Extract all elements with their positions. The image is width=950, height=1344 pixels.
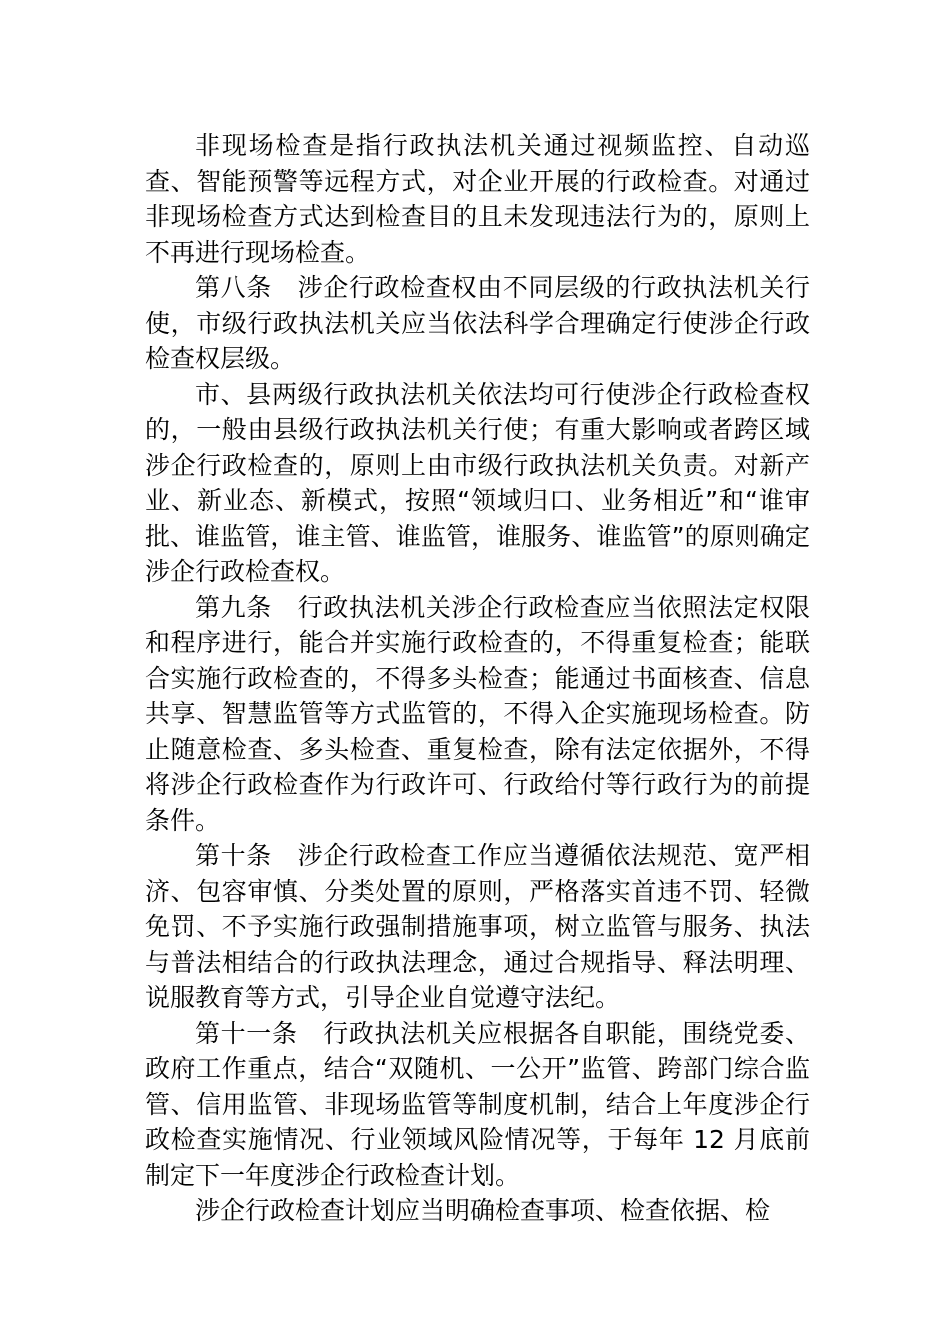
paragraph-inspection-plan: 涉企行政检查计划应当明确检查事项、检查依据、检 [195,1196,771,1225]
paragraph-article-8: 第八条 涉企行政检查权由不同层级的行政执法机关行使，市级行政执法机关应当依法科学合理确定行使涉企行政检查权层级。 [145,273,810,373]
document-body [145,128,810,1229]
paragraph-article-9: 第九条 行政执法机关涉企行政检查应当依照法定权限和程序进行，能合并实施行政检查的，不得重复检查；能联合实施行政检查的，不得多头检查；能通过书面核查、信息共享、智慧监管等方式监管的，不得入企实施现场检查。防止随意检查、多头检查、重复检查，除有法定依据外，不得将涉企行政检查作为行政许可、行政给付等行政行为的前提条件。 [145,592,810,835]
paragraph-non-site-inspection: 非现场检查是指行政执法机关通过视频监控、自动巡查、智能预警等远程方式，对企业开展的行政检查。对通过非现场检查方式达到检查目的且未发现违法行为的，原则上不再进行现场检查。 [145,131,810,267]
paragraph-city-county-authority: 市、县两级行政执法机关依法均可行使涉企行政检查权的，一般由县级行政执法机关行使；有重大影响或者跨区域涉企行政检查的，原则上由市级行政执法机关负责。对新产业、新业态、新模式，按照“领域归口、业务相近”和“谁审批、谁监管，谁主管、谁监管，谁服务、谁监管”的原则确定涉企行政检查权。 [145,379,810,586]
paragraph-article-11: 第十一条 行政执法机关应根据各自职能，围绕党委、政府工作重点，结合“双随机、一公开”监管、跨部门综合监管、信用监管、非现场监管等制度机制，结合上年度涉企行政检查实施情况、行业领域风险情况等，于每年 12 月底前制定下一年度涉企行政检查计划。 [145,1018,810,1190]
paragraph-article-10: 第十条 涉企行政检查工作应当遵循依法规范、宽严相济、包容审慎、分类处置的原则，严格落实首违不罚、轻微免罚、不予实施行政强制措施事项，树立监管与服务、执法与普法相结合的行政执法理念，通过合规指导、释法明理、说服教育等方式，引导企业自觉遵守法纪。 [145,841,810,1012]
